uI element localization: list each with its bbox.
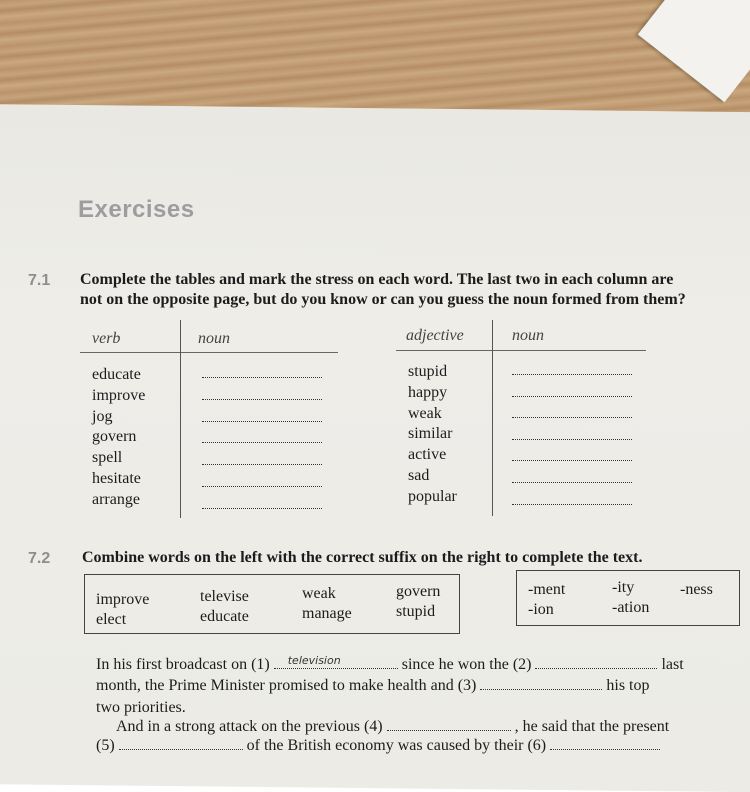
words-box-col2 (200, 587, 249, 627)
exercise-7-2-instruction: Combine words on the left with the correct suffix on the right to complete the text. (82, 549, 643, 566)
noun-blank[interactable] (202, 421, 322, 422)
suffix-box-col1 (528, 580, 565, 620)
table1-column-divider (180, 320, 181, 518)
suffix-box-col3 (680, 580, 713, 600)
list-item: similar (408, 425, 453, 443)
wooden-desk-background (0, 0, 750, 120)
noun-blank[interactable] (202, 486, 322, 487)
exercise-number-7-2: 7.2 (28, 550, 51, 567)
noun-blank[interactable] (202, 442, 322, 443)
section-title: Exercises (78, 196, 195, 223)
noun-blank[interactable] (202, 508, 322, 509)
noun-blank[interactable] (512, 396, 632, 397)
suffix-box-col2 (612, 578, 649, 618)
text-line-5 (96, 735, 660, 757)
list-item: jog (92, 407, 113, 425)
table2-column-divider (492, 320, 493, 516)
text-fragment: last (661, 656, 684, 673)
words-box-col4 (396, 582, 440, 622)
table1-verb-list (92, 365, 145, 511)
table1-verb-header: verb (92, 330, 121, 347)
suffix-option: -ation (612, 599, 650, 616)
list-item: weak (408, 404, 442, 422)
text-line-2 (96, 675, 650, 697)
suffix-option: -ity (612, 579, 635, 596)
list-item: govern (92, 428, 137, 446)
text-fragment: (5) (96, 737, 115, 754)
table1-header-rule (80, 352, 338, 353)
word-option: educate (200, 608, 249, 625)
suffix-option: -ion (528, 601, 554, 618)
list-item: stupid (408, 363, 448, 380)
list-item: educate (92, 366, 141, 383)
noun-blank[interactable] (512, 417, 632, 418)
word-option: improve (96, 591, 150, 608)
noun-blank[interactable] (512, 460, 632, 461)
answer-blank-6[interactable] (550, 737, 660, 750)
table2-noun-header: noun (512, 327, 544, 344)
noun-blank[interactable] (202, 464, 322, 465)
list-item: hesitate (92, 469, 141, 487)
suffix-option: -ment (528, 581, 566, 598)
answer-blank-2[interactable] (535, 656, 657, 669)
table1-noun-blanks (202, 377, 322, 509)
text-fragment: In his first broadcast on (1) (96, 656, 270, 673)
text-fragment: his top (606, 677, 650, 694)
words-box-col1 (96, 590, 149, 630)
word-option: televise (200, 588, 249, 605)
answer-blank-5[interactable] (119, 737, 243, 750)
exercise-7-1-instruction-line1: Complete the tables and mark the stress on each word. The last two in each column are (80, 271, 674, 288)
word-option: manage (302, 605, 352, 622)
list-item: sad (408, 466, 430, 484)
text-line-3: two priorities. (96, 699, 186, 716)
noun-blank[interactable] (202, 399, 322, 400)
answer-blank-4[interactable] (387, 718, 511, 731)
table2-adjective-header: adjective (406, 327, 464, 344)
words-box-col3 (302, 584, 352, 624)
list-item: active (408, 446, 447, 464)
noun-blank[interactable] (512, 439, 632, 440)
noun-blank[interactable] (512, 482, 632, 483)
word-option: weak (302, 585, 336, 602)
answer-blank-3[interactable] (480, 677, 602, 690)
noun-blank[interactable] (512, 504, 632, 505)
table1-noun-header: noun (198, 330, 230, 347)
exercise-7-1-instruction-line2: not on the opposite page, but do you know or can you guess the noun formed from them? (80, 291, 686, 308)
noun-blank[interactable] (512, 374, 632, 375)
word-option: govern (396, 583, 441, 600)
text-fragment: since he won the (2) (401, 656, 532, 673)
word-option: elect (96, 611, 127, 628)
text-line-1 (96, 654, 684, 676)
list-item: improve (92, 386, 146, 404)
table2-header-rule (396, 350, 646, 351)
text-fragment: month, the Prime Minister promised to make health and (3) (96, 677, 477, 694)
text-fragment: of the British economy was caused by their (6) (246, 737, 547, 754)
handwritten-answer: television (287, 654, 341, 667)
list-item: spell (92, 449, 123, 467)
text-fragment: , he said that the present (514, 718, 670, 735)
suffix-option: -ness (680, 581, 713, 598)
table2-adjective-list (408, 362, 457, 508)
answer-blank-1[interactable] (274, 656, 398, 669)
list-item: happy (408, 383, 448, 401)
list-item: arrange (92, 490, 140, 508)
noun-blank[interactable] (202, 377, 322, 378)
table2-noun-blanks (512, 374, 632, 505)
list-item: popular (408, 487, 457, 505)
text-fragment: And in a strong attack on the previous (4) (116, 718, 383, 735)
word-option: stupid (396, 603, 436, 620)
exercise-number-7-1: 7.1 (28, 272, 51, 289)
